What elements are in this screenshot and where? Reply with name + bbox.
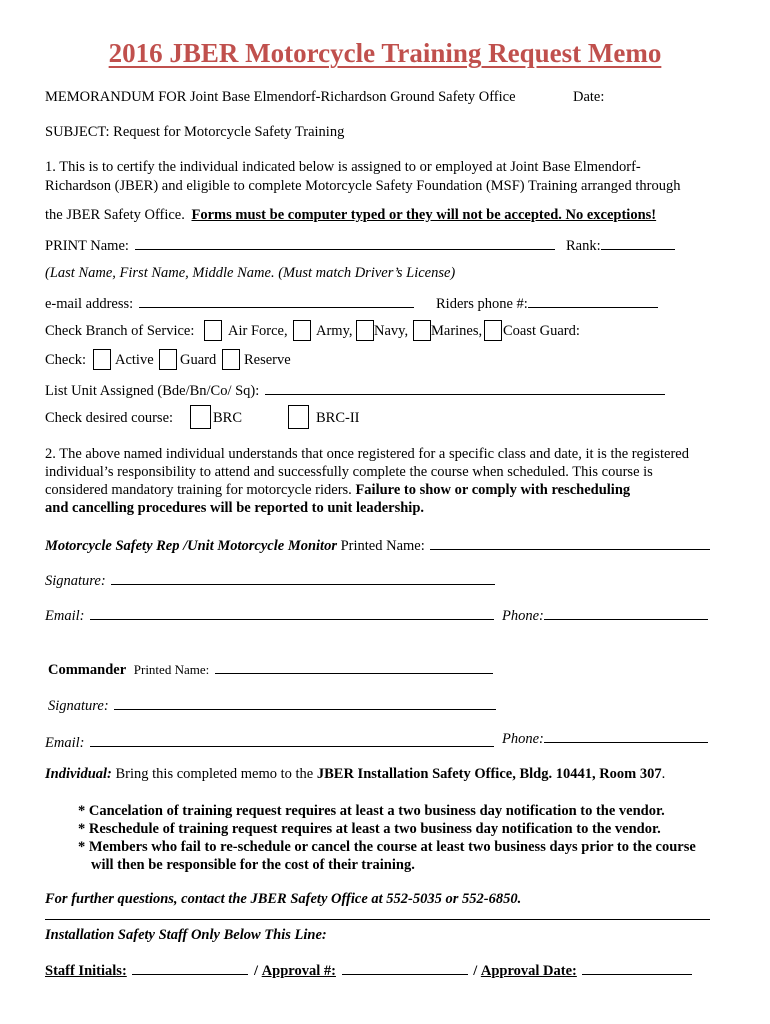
print-name-row — [45, 237, 557, 254]
commander-printed-name-field[interactable] — [215, 661, 493, 674]
rank-field[interactable] — [601, 237, 675, 250]
para2-line4: and cancelling procedures will be reported to unit leadership. — [45, 500, 425, 516]
rep-printed-name-row — [45, 537, 712, 554]
commander-phone-label: Phone: — [502, 731, 544, 747]
rep-phone-label: Phone: — [502, 608, 544, 624]
para1-line1: 1. This is to certify the individual indicated below is assigned to or employed at Joint Base Elmendorf- — [45, 159, 641, 175]
status-label: Check: — [45, 352, 87, 368]
rank-row — [566, 237, 675, 254]
navy-label: Navy, — [374, 323, 409, 339]
print-name-label: PRINT Name: — [45, 238, 129, 254]
air-force-label: Air Force, — [228, 323, 288, 339]
reserve-checkbox[interactable] — [222, 349, 240, 370]
approval-date-label: Approval Date: — [480, 963, 577, 979]
commander-phone-field[interactable] — [544, 730, 708, 743]
commander-printed-name-label: Printed Name: — [133, 662, 210, 677]
approval-num-field[interactable] — [342, 962, 468, 975]
marines-checkbox[interactable] — [413, 320, 431, 341]
date-label: Date: — [573, 89, 605, 105]
unit-field[interactable] — [265, 382, 665, 395]
note-cancelation: * Cancelation of training request requires at least a two business day notification to the vendor. — [78, 803, 665, 819]
para2-line3-start: considered mandatory training for motorcycle riders. — [45, 482, 352, 498]
individual-end: . — [661, 766, 666, 782]
guard-checkbox[interactable] — [159, 349, 177, 370]
subject: SUBJECT: Request for Motorcycle Safety Training — [45, 124, 345, 140]
reserve-label: Reserve — [244, 352, 291, 368]
commander-email-row — [45, 734, 496, 751]
rep-signature-row — [45, 572, 497, 589]
rep-signature-label: Signature: — [45, 573, 106, 589]
name-note: (Last Name, First Name, Middle Name. (Must match Driver’s License) — [45, 265, 456, 281]
branch-label: Check Branch of Service: — [45, 323, 195, 339]
failure-warning: Failure to show or comply with rescheduling — [355, 482, 631, 498]
coast-guard-checkbox[interactable] — [484, 320, 502, 341]
staff-initials-label: Staff Initials: — [45, 963, 127, 979]
unit-row — [45, 382, 667, 399]
commander-email-field[interactable] — [90, 734, 494, 747]
rank-label: Rank: — [566, 238, 601, 254]
commander-email-label: Email: — [45, 735, 85, 751]
note-reschedule: * Reschedule of training request requires at least a two business day notification to the vendor. — [78, 821, 661, 837]
para2-line2: individual’s responsibility to attend and successfully complete the course when scheduled. This course is — [45, 464, 653, 480]
contact-line: For further questions, contact the JBER Safety Office at 552-5035 or 552-6850. — [45, 891, 522, 907]
rep-printed-name-field[interactable] — [430, 537, 710, 550]
commander-label: Commander — [48, 662, 127, 678]
individual-office: JBER Installation Safety Office, Bldg. 10441, Room 307 — [316, 766, 662, 782]
para2-line1: 2. The above named individual understands that once registered for a specific class and date, it is the registered — [45, 446, 689, 462]
print-name-field[interactable] — [135, 237, 555, 250]
individual-row — [45, 767, 665, 782]
approval-num-label: Approval #: — [261, 963, 336, 979]
individual-label: Individual: — [45, 766, 112, 782]
air-force-checkbox[interactable] — [204, 320, 222, 341]
rep-printed-name-label: Printed Name: — [340, 538, 425, 554]
rep-email-field[interactable] — [90, 607, 494, 620]
note-members: * Members who fail to re-schedule or cancel the course at least two business days prior to the course — [78, 839, 696, 855]
staff-initials-field[interactable] — [132, 962, 248, 975]
course-label: Check desired course: — [45, 410, 174, 426]
approval-date-field[interactable] — [582, 962, 692, 975]
page-title: 2016 JBER Motorcycle Training Request Memo — [108, 38, 662, 68]
separator-line — [45, 919, 710, 920]
commander-signature-field[interactable] — [114, 697, 496, 710]
commander-phone-row — [502, 730, 708, 747]
riders-phone-field[interactable] — [528, 295, 658, 308]
riders-phone-row — [436, 295, 658, 312]
army-label: Army, — [316, 323, 353, 339]
brc-label: BRC — [213, 410, 243, 426]
note-members-cont: will then be responsible for the cost of their training. — [91, 857, 415, 873]
brc-checkbox[interactable] — [190, 405, 211, 429]
army-checkbox[interactable] — [293, 320, 311, 341]
rep-phone-row — [502, 607, 708, 624]
commander-printed-name-row — [48, 661, 495, 678]
para1-line2: Richardson (JBER) and eligible to complete Motorcycle Safety Foundation (MSF) Training arranged through — [45, 178, 681, 194]
unit-label: List Unit Assigned (Bde/Bn/Co/ Sq): — [45, 383, 260, 399]
rep-email-label: Email: — [45, 608, 85, 624]
para1-line3-start: the JBER Safety Office. — [45, 207, 185, 223]
staff-row — [45, 962, 694, 979]
marines-label: Marines, — [431, 323, 483, 339]
guard-label: Guard — [180, 352, 217, 368]
rep-signature-field[interactable] — [111, 572, 495, 585]
rep-email-row — [45, 607, 496, 624]
email-label: e-mail address: — [45, 296, 134, 312]
para1-line3 — [45, 208, 656, 223]
riders-phone-label: Riders phone #: — [436, 296, 528, 312]
brc2-checkbox[interactable] — [288, 405, 309, 429]
commander-signature-row — [48, 697, 498, 714]
brc2-label: BRC-II — [316, 410, 360, 426]
commander-signature-label: Signature: — [48, 698, 109, 714]
para2-line3 — [45, 483, 630, 498]
staff-only-heading: Installation Safety Staff Only Below This Line: — [45, 927, 327, 943]
active-checkbox[interactable] — [93, 349, 111, 370]
rep-phone-field[interactable] — [544, 607, 708, 620]
coast-guard-label: Coast Guard: — [503, 323, 580, 339]
email-row — [45, 295, 416, 312]
email-field[interactable] — [139, 295, 414, 308]
memo-for: MEMORANDUM FOR Joint Base Elmendorf-Richardson Ground Safety Office — [45, 89, 516, 105]
rep-label: Motorcycle Safety Rep /Unit Motorcycle Monitor — [45, 538, 337, 554]
navy-checkbox[interactable] — [356, 320, 374, 341]
staff-sep-2: / — [473, 963, 478, 979]
individual-text: Bring this completed memo to the — [115, 766, 314, 782]
staff-sep-1: / — [254, 963, 259, 979]
active-label: Active — [115, 352, 154, 368]
forms-warning: Forms must be computer typed or they will not be accepted. No exceptions! — [191, 207, 657, 223]
